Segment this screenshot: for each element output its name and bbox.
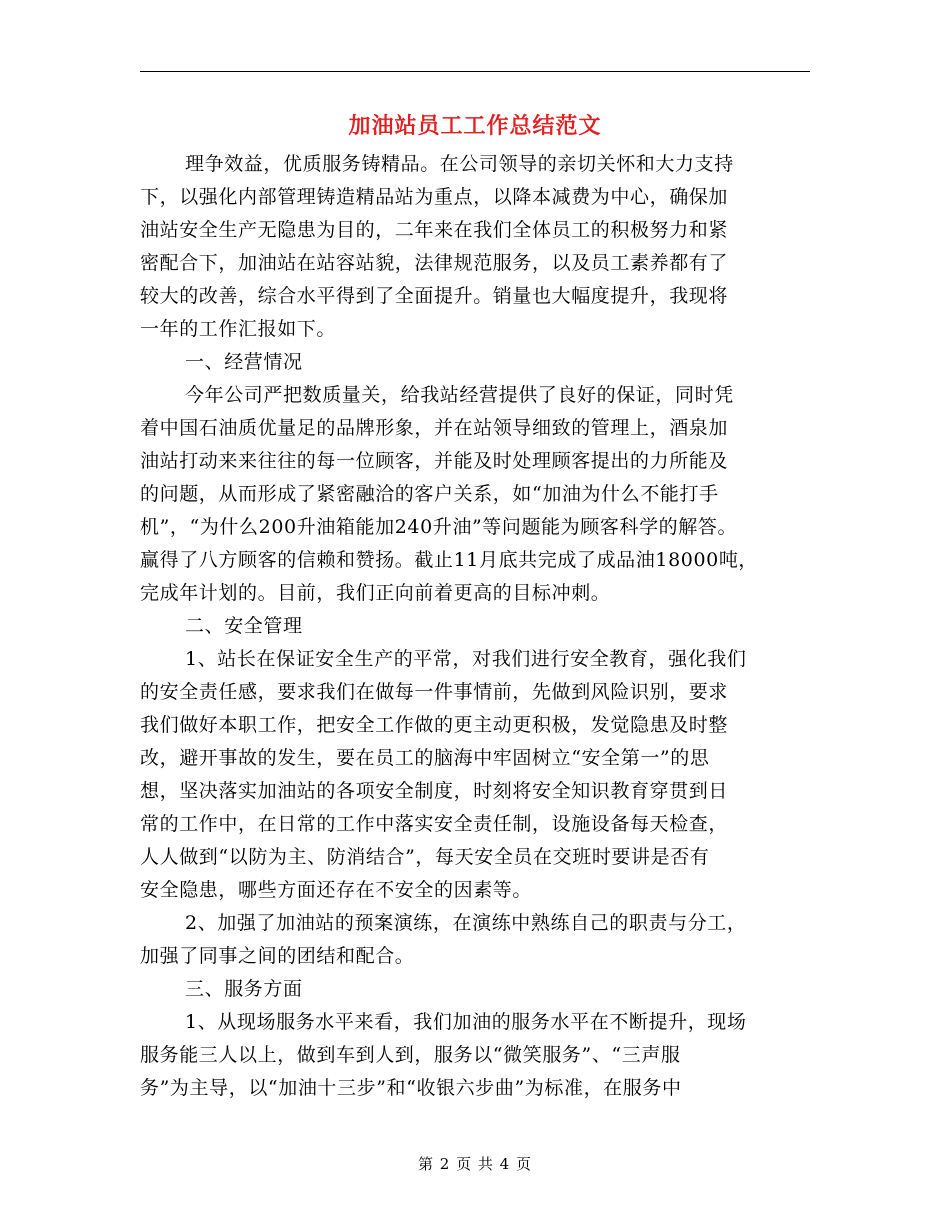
- body-line: 的安全责任感，要求我们在做每一件事情前，先做到风险识别，要求: [140, 681, 729, 703]
- body-line: 机”，“为什么200升油箱能加240升油”等问题能为顾客科学的解答。: [140, 516, 738, 538]
- body-line: 一年的工作汇报如下。: [140, 318, 337, 340]
- body-line: 2、加强了加油站的预案演练，在演练中熟练自己的职责与分工，: [185, 912, 747, 934]
- body-line: 今年公司严把数质量关，给我站经营提供了良好的保证，同时凭: [185, 384, 734, 406]
- body-line: 完成年计划的。目前，我们正向前着更高的目标冲刺。: [140, 582, 611, 604]
- body-line: 人人做到“以防为主、防消结合”，每天安全员在交班时要讲是否有: [140, 846, 710, 868]
- body-line: 安全隐患，哪些方面还存在不安全的因素等。: [140, 879, 533, 901]
- body-line: 服务能三人以上，做到车到人到，服务以“微笑服务”、“三声服: [140, 1044, 681, 1066]
- body-line: 改，避开事故的发生，要在员工的脑海中牢固树立“安全第一”的思: [140, 747, 710, 769]
- body-line: 油站安全生产无隐患为目的，二年来在我们全体员工的积极努力和紧: [140, 219, 729, 241]
- body-line: 着中国石油质优量足的品牌形象，并在站领导细致的管理上，酒泉加: [140, 417, 729, 439]
- section-heading: 一、经营情况: [185, 351, 303, 373]
- body-line: 下，以强化内部管理铸造精品站为重点，以降本减费为中心，确保加: [140, 186, 729, 208]
- body-line: 较大的改善，综合水平得到了全面提升。销量也大幅度提升，我现将: [140, 285, 729, 307]
- body-line: 务”为主导，以“加油十三步”和“收银六步曲”为标准，在服务中: [140, 1077, 682, 1099]
- body-line: 理争效益，优质服务铸精品。在公司领导的亲切关怀和大力支持: [185, 153, 734, 175]
- body-line: 我们做好本职工作，把安全工作做的更主动更积极，发觉隐患及时整: [140, 714, 729, 736]
- body-line: 1、从现场服务水平来看，我们加油的服务水平在不断提升，现场: [185, 1011, 747, 1033]
- body-line: 想，坚决落实加油站的各项安全制度，时刻将安全知识教育穿贯到日: [140, 780, 729, 802]
- section-heading: 二、安全管理: [185, 615, 303, 637]
- section-heading: 三、服务方面: [185, 978, 303, 1000]
- body-line: 1、站长在保证安全生产的平常，对我们进行安全教育，强化我们: [185, 648, 747, 670]
- document-title: 加油站员工工作总结范文: [348, 113, 602, 139]
- body-line: 加强了同事之间的团结和配合。: [140, 945, 415, 967]
- body-line: 常的工作中，在日常的工作中落实安全责任制，设施设备每天检查，: [140, 813, 729, 835]
- body-line: 油站打动来来往往的每一位顾客，并能及时处理顾客提出的力所能及: [140, 450, 729, 472]
- body-line: 密配合下，加油站在站容站貌，法律规范服务，以及员工素养都有了: [140, 252, 729, 274]
- body-line: 赢得了八方顾客的信赖和赞扬。截止11月底共完成了成品油18000吨，: [140, 549, 759, 571]
- header-rule: [140, 71, 810, 72]
- body-line: 的问题，从而形成了紧密融洽的客户关系，如“加油为什么不能打手: [140, 483, 719, 505]
- page-number: 第 2 页 共 4 页: [418, 1155, 532, 1173]
